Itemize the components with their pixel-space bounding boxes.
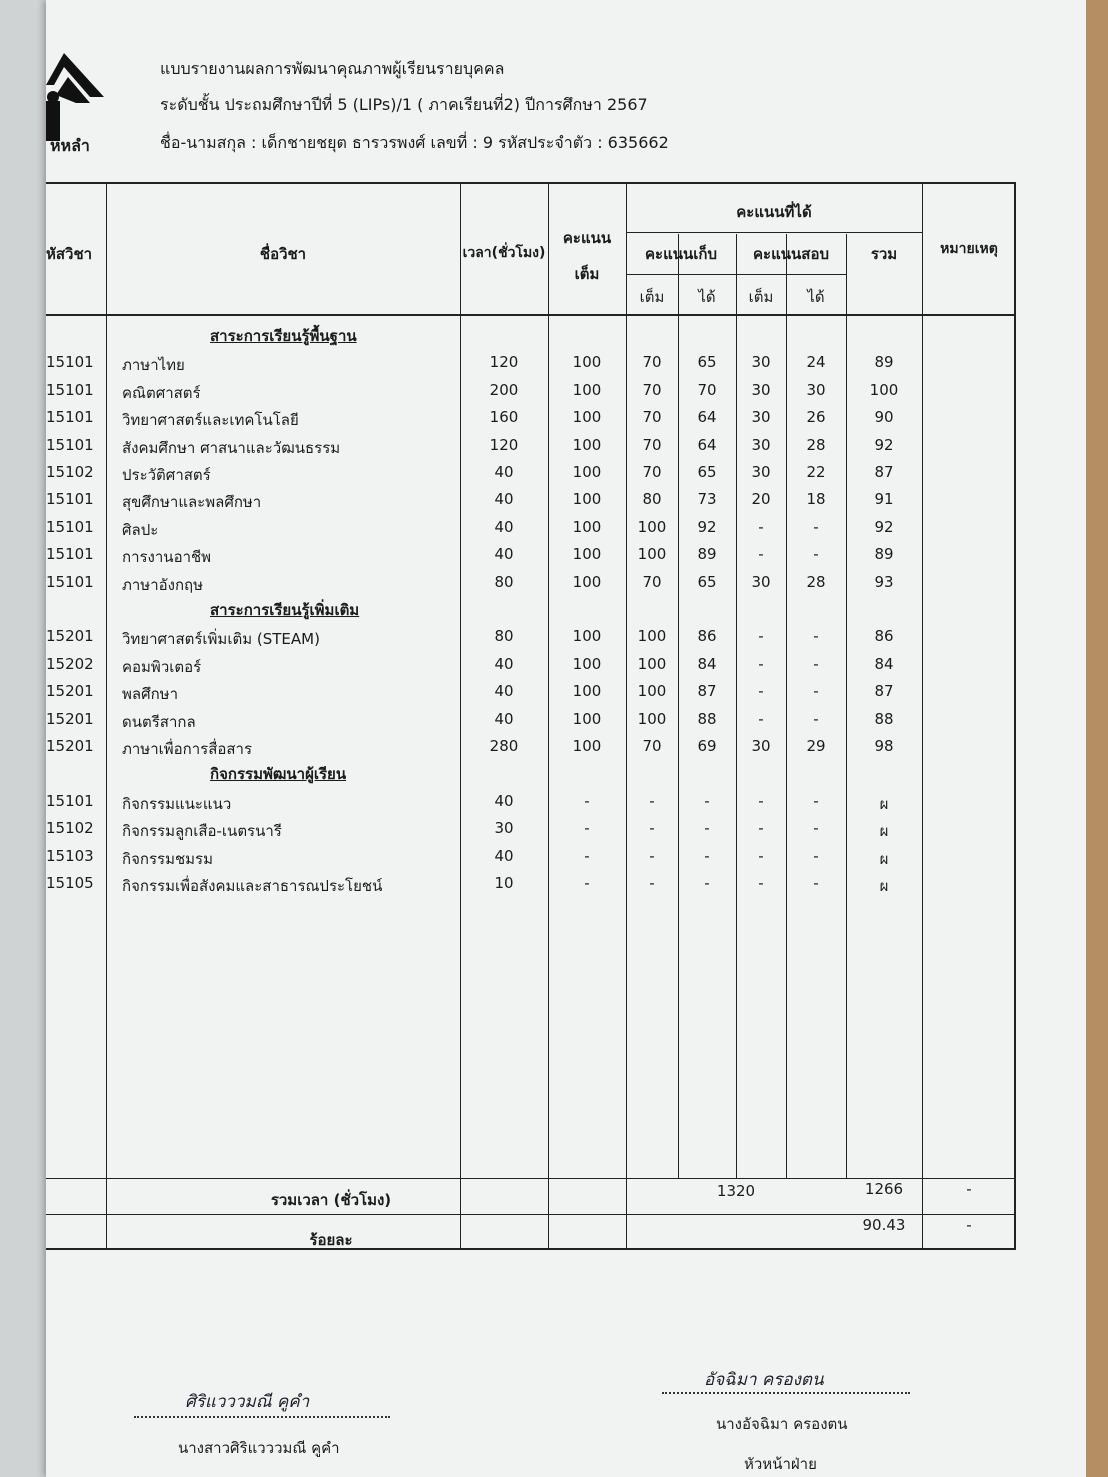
cell-ef: - xyxy=(758,682,764,701)
header-full-score-2: เต็ม xyxy=(574,265,600,283)
cell-ef: - xyxy=(758,791,764,810)
cell-hours: 160 xyxy=(489,408,519,427)
cell-full: 100 xyxy=(572,490,602,509)
subject-name: กิจกรรมแนะแนว xyxy=(122,794,232,813)
cell-full: - xyxy=(584,819,590,838)
cell-full: 100 xyxy=(572,408,602,427)
cell-hours: 10 xyxy=(494,874,514,892)
cell-hours: 40 xyxy=(494,709,514,728)
cell-total: ผ xyxy=(879,822,889,841)
cell-cg: - xyxy=(704,874,710,892)
cell-hours: 80 xyxy=(494,627,514,646)
cell-full: - xyxy=(584,874,590,892)
cell-cg: 89 xyxy=(697,545,717,564)
table-row xyxy=(46,463,1016,489)
total-hours-label: รวมเวลา (ชั่วโมง) xyxy=(270,1191,392,1209)
subject-code: 15101 xyxy=(46,545,94,564)
cell-eg: - xyxy=(813,545,819,564)
subject-code: 15101 xyxy=(46,490,94,509)
cell-cg: 65 xyxy=(697,463,717,481)
subject-name: ดนตรีสากล xyxy=(122,712,196,731)
cell-cg: - xyxy=(704,819,710,838)
subject-code: 15101 xyxy=(46,572,94,591)
percent-value: 90.43 xyxy=(862,1216,906,1234)
header-collected-got: ได้ xyxy=(698,288,716,306)
cell-ef: 30 xyxy=(751,408,771,427)
cell-hours: 40 xyxy=(494,545,514,564)
table-row xyxy=(46,682,1016,708)
subject-name: คณิตศาสตร์ xyxy=(122,383,201,402)
cell-total: 87 xyxy=(874,463,894,481)
subject-name: พลศึกษา xyxy=(122,685,178,704)
cell-total: 100 xyxy=(869,380,899,399)
cell-cg: 84 xyxy=(697,654,717,673)
table-row xyxy=(46,545,1016,571)
header-exam-got: ได้ xyxy=(807,288,825,306)
cell-ef: 20 xyxy=(751,490,771,509)
subject-name: ประวัติศาสตร์ xyxy=(122,466,211,484)
header-exam: คะแนนสอบ xyxy=(753,245,829,263)
subject-code: 15102 xyxy=(46,819,94,838)
table-row xyxy=(46,573,1016,599)
cell-eg: - xyxy=(813,846,819,865)
cell-eg: - xyxy=(813,791,819,810)
cell-hours: 280 xyxy=(489,737,519,755)
cell-cg: 92 xyxy=(697,517,717,536)
table-row xyxy=(46,792,1016,818)
cell-total: 87 xyxy=(874,682,894,701)
cell-hours: 200 xyxy=(489,380,519,399)
grade-table xyxy=(46,182,1016,1250)
table-row xyxy=(46,381,1016,407)
cell-cg: 69 xyxy=(697,737,717,755)
cell-cf: - xyxy=(649,874,655,892)
cell-cg: 73 xyxy=(697,490,717,509)
table-row xyxy=(46,655,1016,681)
cell-hours: 40 xyxy=(494,490,514,509)
subject-name: ศิลปะ xyxy=(122,520,159,539)
table-row xyxy=(46,819,1016,845)
percent-remark: - xyxy=(966,1216,972,1234)
right-signer-name: นางอัจฉิมา ครองตน xyxy=(716,1415,848,1433)
cell-cf: 100 xyxy=(637,709,667,728)
cell-full: 100 xyxy=(572,380,602,399)
header-remark: หมายเหตุ xyxy=(940,241,998,257)
total-score-value: 1266 xyxy=(864,1180,904,1198)
total-remark: - xyxy=(966,1180,972,1198)
cell-eg: 29 xyxy=(806,737,826,755)
cell-hours: 40 xyxy=(494,463,514,481)
cell-eg: - xyxy=(813,627,819,646)
cell-cf: 70 xyxy=(642,408,662,427)
cell-full: 100 xyxy=(572,627,602,646)
cell-cg: 65 xyxy=(697,353,717,372)
cell-total: ผ xyxy=(879,794,889,813)
cell-eg: 26 xyxy=(806,408,826,427)
total-hours-value: 1320 xyxy=(716,1182,756,1200)
table-row xyxy=(46,627,1016,653)
subject-code: 15101 xyxy=(46,380,94,399)
cell-cg: 65 xyxy=(697,572,717,591)
cell-hours: 120 xyxy=(489,353,519,372)
left-signature: ศิริแวววมณี คูคำ xyxy=(185,1392,310,1412)
subject-name: การงานอาชีพ xyxy=(122,548,212,567)
subject-name: สังคมศึกษา ศาสนาและวัฒนธรรม xyxy=(122,438,341,457)
cell-cf: 100 xyxy=(637,654,667,673)
cell-total: 93 xyxy=(874,572,894,591)
cell-cf: 80 xyxy=(642,490,662,509)
cell-cf: 70 xyxy=(642,737,662,755)
cell-cg: - xyxy=(704,791,710,810)
cell-cg: 87 xyxy=(697,682,717,701)
header-collected: คะแนนเก็บ xyxy=(645,245,717,263)
cell-total: 90 xyxy=(874,408,894,427)
table-row xyxy=(46,408,1016,434)
table-row xyxy=(46,490,1016,516)
header-obtained: คะแนนที่ได้ xyxy=(736,203,812,221)
cell-cg: 88 xyxy=(697,709,717,728)
subject-name: วิทยาศาสตร์และเทคโนโลยี xyxy=(122,411,299,430)
subject-name: กิจกรรมเพื่อสังคมและสาธารณประโยชน์ xyxy=(122,877,383,895)
table-row xyxy=(46,353,1016,379)
subject-name: ภาษาไทย xyxy=(122,356,185,375)
table-surface xyxy=(1086,0,1108,1477)
cell-total: 92 xyxy=(874,517,894,536)
cell-hours: 80 xyxy=(494,572,514,591)
subject-name: กิจกรรมชมรม xyxy=(122,849,213,868)
left-signer-name: นางสาวศิริแวววมณี คูคำ xyxy=(178,1439,340,1457)
cell-ef: 30 xyxy=(751,463,771,481)
header-hours: เวลา(ชั่วโมง) xyxy=(462,245,546,261)
cell-cf: - xyxy=(649,791,655,810)
cell-eg: 24 xyxy=(806,353,826,372)
cell-hours: 40 xyxy=(494,791,514,810)
cell-ef: 30 xyxy=(751,353,771,372)
table-row xyxy=(46,874,1016,900)
cell-full: 100 xyxy=(572,517,602,536)
section-title: สาระการเรียนรู้เพิ่มเติม xyxy=(210,601,360,619)
table-row xyxy=(46,737,1016,763)
cell-cf: 100 xyxy=(637,517,667,536)
left-signature-line xyxy=(134,1416,390,1418)
cell-ef: - xyxy=(758,517,764,536)
cell-total: ผ xyxy=(879,877,889,895)
cell-ef: 30 xyxy=(751,572,771,591)
cell-full: 100 xyxy=(572,435,602,454)
cell-full: - xyxy=(584,846,590,865)
class-info: ระดับชั้น ประถมศึกษาปีที่ 5 (LIPs)/1 ( ภาคเรียนที่2) ปีการศึกษา 2567 xyxy=(160,95,648,114)
header-exam-full: เต็ม xyxy=(748,288,774,306)
cell-total: ผ xyxy=(879,849,889,868)
subject-name: วิทยาศาสตร์เพิ่มเติม (STEAM) xyxy=(122,630,320,649)
cell-full: 100 xyxy=(572,737,602,755)
subject-code: 15101 xyxy=(46,353,94,372)
cell-cf: 70 xyxy=(642,353,662,372)
subject-code: 15201 xyxy=(46,709,94,728)
cell-eg: 28 xyxy=(806,572,826,591)
cell-cg: 86 xyxy=(697,627,717,646)
cell-total: 92 xyxy=(874,435,894,454)
logo-text: หหลำ xyxy=(50,136,90,155)
header-full-score-1: คะแนน xyxy=(562,229,612,247)
cell-eg: - xyxy=(813,682,819,701)
subject-code: 15201 xyxy=(46,627,94,646)
cell-cf: 70 xyxy=(642,463,662,481)
cell-total: 88 xyxy=(874,709,894,728)
cell-cf: - xyxy=(649,819,655,838)
cell-total: 89 xyxy=(874,545,894,564)
cell-eg: 30 xyxy=(806,380,826,399)
subject-name: ภาษาอังกฤษ xyxy=(122,575,204,594)
subject-code: 15102 xyxy=(46,463,94,481)
section-title: กิจกรรมพัฒนาผู้เรียน xyxy=(210,765,347,784)
subject-code: 15202 xyxy=(46,654,94,673)
subject-name: ภาษาเพื่อการสื่อสาร xyxy=(122,740,253,758)
cell-full: - xyxy=(584,791,590,810)
cell-ef: - xyxy=(758,709,764,728)
subject-code: 15103 xyxy=(46,846,94,865)
cell-cf: 70 xyxy=(642,435,662,454)
cell-ef: 30 xyxy=(751,380,771,399)
cell-cf: 100 xyxy=(637,627,667,646)
cell-ef: - xyxy=(758,846,764,865)
subject-name: กิจกรรมลูกเสือ-เนตรนารี xyxy=(122,822,282,841)
header-subject: ชื่อวิชา xyxy=(259,245,307,263)
report-title: แบบรายงานผลการพัฒนาคุณภาพผู้เรียนรายบุคคล xyxy=(160,59,505,78)
cell-ef: - xyxy=(758,654,764,673)
subject-code: 15101 xyxy=(46,435,94,454)
cell-cf: 70 xyxy=(642,380,662,399)
cell-ef: - xyxy=(758,545,764,564)
cell-cg: 64 xyxy=(697,408,717,427)
subject-name: คอมพิวเตอร์ xyxy=(122,657,202,676)
cell-full: 100 xyxy=(572,545,602,564)
right-signature: อัจฉิมา ครองตน xyxy=(704,1370,824,1390)
cell-cg: - xyxy=(704,846,710,865)
cell-eg: - xyxy=(813,654,819,673)
header-code: หัสวิชา xyxy=(46,245,93,263)
cell-cf: 70 xyxy=(642,572,662,591)
header-total: รวม xyxy=(870,245,898,263)
cell-eg: 18 xyxy=(806,490,826,509)
table-row xyxy=(46,710,1016,736)
subject-code: 15101 xyxy=(46,791,94,810)
cell-total: 86 xyxy=(874,627,894,646)
cell-ef: - xyxy=(758,627,764,646)
cell-eg: - xyxy=(813,819,819,838)
subject-code: 15201 xyxy=(46,737,94,755)
section-title: สาระการเรียนรู้พื้นฐาน xyxy=(210,327,357,345)
cell-total: 89 xyxy=(874,353,894,372)
cell-cg: 70 xyxy=(697,380,717,399)
cell-cf: - xyxy=(649,846,655,865)
cell-total: 91 xyxy=(874,490,894,509)
cell-total: 98 xyxy=(874,737,894,755)
cell-ef: - xyxy=(758,819,764,838)
cell-eg: - xyxy=(813,517,819,536)
table-row xyxy=(46,847,1016,873)
cell-cg: 64 xyxy=(697,435,717,454)
cell-total: 84 xyxy=(874,654,894,673)
cell-full: 100 xyxy=(572,682,602,701)
cell-ef: - xyxy=(758,874,764,892)
cell-full: 100 xyxy=(572,572,602,591)
cell-eg: - xyxy=(813,874,819,892)
cell-full: 100 xyxy=(572,654,602,673)
cell-hours: 30 xyxy=(494,819,514,838)
cell-full: 100 xyxy=(572,709,602,728)
subject-name: สุขศึกษาและพลศึกษา xyxy=(122,493,262,512)
right-signature-line xyxy=(662,1392,910,1394)
right-signer-title: หัวหน้าฝ่าย xyxy=(744,1455,817,1473)
student-info: ชื่อ-นามสกุล : เด็กชายชยุต ธารวรพงศ์ เลขที่ : 9 รหัสประจำตัว : 635662 xyxy=(160,133,669,152)
cell-hours: 40 xyxy=(494,846,514,865)
table-row xyxy=(46,518,1016,544)
subject-code: 15105 xyxy=(46,874,94,892)
cell-full: 100 xyxy=(572,463,602,481)
cell-eg: - xyxy=(813,709,819,728)
percent-label: ร้อยละ xyxy=(309,1231,353,1249)
cell-full: 100 xyxy=(572,353,602,372)
table-row xyxy=(46,436,1016,462)
subject-code: 15101 xyxy=(46,408,94,427)
cell-hours: 40 xyxy=(494,654,514,673)
cell-hours: 120 xyxy=(489,435,519,454)
cell-ef: 30 xyxy=(751,435,771,454)
subject-code: 15201 xyxy=(46,682,94,701)
subject-code: 15101 xyxy=(46,517,94,536)
cell-eg: 28 xyxy=(806,435,826,454)
cell-ef: 30 xyxy=(751,737,771,755)
cell-hours: 40 xyxy=(494,517,514,536)
cell-eg: 22 xyxy=(806,463,826,481)
cell-cf: 100 xyxy=(637,545,667,564)
header-collected-full: เต็ม xyxy=(639,288,665,306)
cell-hours: 40 xyxy=(494,682,514,701)
cell-cf: 100 xyxy=(637,682,667,701)
